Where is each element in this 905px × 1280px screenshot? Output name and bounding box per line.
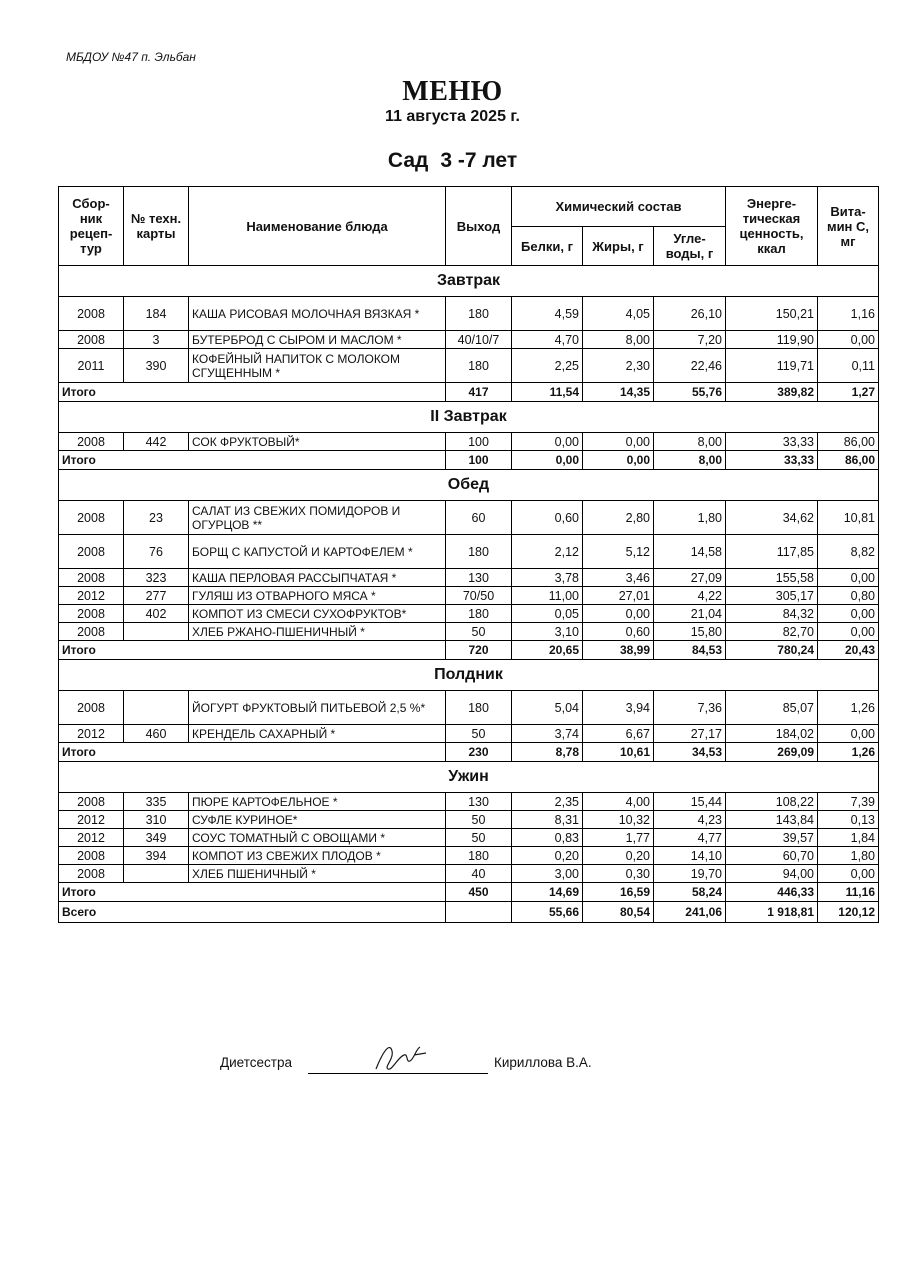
table-row bbox=[59, 691, 879, 725]
menu-table bbox=[58, 186, 879, 923]
dish-name-cell: СУФЛЕ КУРИНОЕ* bbox=[189, 811, 446, 829]
vitamin-cell: 0,80 bbox=[818, 587, 879, 605]
carbs-cell: 15,80 bbox=[654, 623, 726, 641]
fat-cell: 4,00 bbox=[583, 793, 654, 811]
collection-cell: 2008 bbox=[59, 623, 124, 641]
section-title: Полдник bbox=[59, 660, 879, 691]
table-row bbox=[59, 623, 879, 641]
card-cell: 3 bbox=[124, 331, 189, 349]
col-header-dish: Наименование блюда bbox=[189, 187, 446, 266]
collection-cell: 2008 bbox=[59, 847, 124, 865]
carbs-cell: 4,23 bbox=[654, 811, 726, 829]
handwritten-signature bbox=[370, 1039, 430, 1079]
total-v: 86,00 bbox=[818, 451, 879, 470]
protein-cell: 0,60 bbox=[512, 501, 583, 535]
output-cell: 50 bbox=[446, 829, 512, 847]
energy-cell: 34,62 bbox=[726, 501, 818, 535]
energy-cell: 143,84 bbox=[726, 811, 818, 829]
menu-date: 11 августа 2025 г. bbox=[385, 108, 520, 125]
total-label: Итого bbox=[59, 641, 446, 660]
section-header-row bbox=[59, 402, 879, 433]
total-e: 780,24 bbox=[726, 641, 818, 660]
carbs-cell: 1,80 bbox=[654, 501, 726, 535]
dish-name-cell: КАША РИСОВАЯ МОЛОЧНАЯ ВЯЗКАЯ * bbox=[189, 297, 446, 331]
protein-cell: 5,04 bbox=[512, 691, 583, 725]
total-u: 58,24 bbox=[654, 883, 726, 902]
output-cell: 180 bbox=[446, 847, 512, 865]
energy-cell: 119,71 bbox=[726, 349, 818, 383]
output-cell: 130 bbox=[446, 793, 512, 811]
total-out: 100 bbox=[446, 451, 512, 470]
energy-cell: 184,02 bbox=[726, 725, 818, 743]
energy-cell: 85,07 bbox=[726, 691, 818, 725]
total-b: 20,65 bbox=[512, 641, 583, 660]
dish-name-cell: КАША ПЕРЛОВАЯ РАССЫПЧАТАЯ * bbox=[189, 569, 446, 587]
output-cell: 180 bbox=[446, 297, 512, 331]
card-cell bbox=[124, 623, 189, 641]
dish-name-cell: САЛАТ ИЗ СВЕЖИХ ПОМИДОРОВ И ОГУРЦОВ ** bbox=[189, 501, 446, 535]
vitamin-cell: 1,26 bbox=[818, 691, 879, 725]
card-cell: 184 bbox=[124, 297, 189, 331]
fat-cell: 8,00 bbox=[583, 331, 654, 349]
section-total-row bbox=[59, 451, 879, 470]
collection-cell: 2008 bbox=[59, 865, 124, 883]
table-row bbox=[59, 433, 879, 451]
total-b: 14,69 bbox=[512, 883, 583, 902]
dish-name-cell: ХЛЕБ ПШЕНИЧНЫЙ * bbox=[189, 865, 446, 883]
output-cell: 50 bbox=[446, 725, 512, 743]
collection-cell: 2008 bbox=[59, 331, 124, 349]
carbs-cell: 7,20 bbox=[654, 331, 726, 349]
carbs-cell: 21,04 bbox=[654, 605, 726, 623]
dish-name-cell: КОФЕЙНЫЙ НАПИТОК С МОЛОКОМ СГУЩЕННЫМ * bbox=[189, 349, 446, 383]
group-age: 3 -7 лет bbox=[440, 149, 518, 172]
fat-cell: 0,60 bbox=[583, 623, 654, 641]
grand-total-output bbox=[446, 902, 512, 923]
table-row bbox=[59, 587, 879, 605]
vitamin-cell: 10,81 bbox=[818, 501, 879, 535]
col-header-output: Выход bbox=[446, 187, 512, 266]
protein-cell: 4,70 bbox=[512, 331, 583, 349]
vitamin-cell: 8,82 bbox=[818, 535, 879, 569]
fat-cell: 10,32 bbox=[583, 811, 654, 829]
energy-cell: 150,21 bbox=[726, 297, 818, 331]
fat-cell: 1,77 bbox=[583, 829, 654, 847]
protein-cell: 2,12 bbox=[512, 535, 583, 569]
fat-cell: 2,30 bbox=[583, 349, 654, 383]
protein-cell: 0,83 bbox=[512, 829, 583, 847]
carbs-cell: 14,58 bbox=[654, 535, 726, 569]
total-b: 8,78 bbox=[512, 743, 583, 762]
collection-cell: 2012 bbox=[59, 811, 124, 829]
vitamin-cell: 1,84 bbox=[818, 829, 879, 847]
total-j: 10,61 bbox=[583, 743, 654, 762]
card-cell: 394 bbox=[124, 847, 189, 865]
page-title: МЕНЮ bbox=[402, 76, 503, 107]
vitamin-cell: 0,00 bbox=[818, 569, 879, 587]
fat-cell: 3,46 bbox=[583, 569, 654, 587]
section-total-row bbox=[59, 743, 879, 762]
fat-cell: 0,00 bbox=[583, 433, 654, 451]
protein-cell: 3,10 bbox=[512, 623, 583, 641]
protein-cell: 8,31 bbox=[512, 811, 583, 829]
protein-cell: 11,00 bbox=[512, 587, 583, 605]
grand-total-j: 80,54 bbox=[583, 902, 654, 923]
dish-name-cell: КОМПОТ ИЗ СВЕЖИХ ПЛОДОВ * bbox=[189, 847, 446, 865]
energy-cell: 60,70 bbox=[726, 847, 818, 865]
output-cell: 70/50 bbox=[446, 587, 512, 605]
total-v: 1,27 bbox=[818, 383, 879, 402]
section-header-row bbox=[59, 266, 879, 297]
output-cell: 40/10/7 bbox=[446, 331, 512, 349]
dish-name-cell: ПЮРЕ КАРТОФЕЛЬНОЕ * bbox=[189, 793, 446, 811]
dish-name-cell: СОК ФРУКТОВЫЙ* bbox=[189, 433, 446, 451]
energy-cell: 155,58 bbox=[726, 569, 818, 587]
collection-cell: 2012 bbox=[59, 725, 124, 743]
vitamin-cell: 1,16 bbox=[818, 297, 879, 331]
total-label: Итого bbox=[59, 383, 446, 402]
protein-cell: 3,78 bbox=[512, 569, 583, 587]
carbs-cell: 4,77 bbox=[654, 829, 726, 847]
total-e: 446,33 bbox=[726, 883, 818, 902]
grand-total-u: 241,06 bbox=[654, 902, 726, 923]
table-row bbox=[59, 725, 879, 743]
dish-name-cell: СОУС ТОМАТНЫЙ С ОВОЩАМИ * bbox=[189, 829, 446, 847]
total-e: 389,82 bbox=[726, 383, 818, 402]
output-cell: 180 bbox=[446, 605, 512, 623]
section-header-row bbox=[59, 470, 879, 501]
table-row bbox=[59, 829, 879, 847]
total-v: 1,26 bbox=[818, 743, 879, 762]
vitamin-cell: 0,00 bbox=[818, 605, 879, 623]
total-out: 417 bbox=[446, 383, 512, 402]
dish-name-cell: ГУЛЯШ ИЗ ОТВАРНОГО МЯСА * bbox=[189, 587, 446, 605]
table-row bbox=[59, 569, 879, 587]
fat-cell: 3,94 bbox=[583, 691, 654, 725]
dish-name-cell: ЙОГУРТ ФРУКТОВЫЙ ПИТЬЕВОЙ 2,5 %* bbox=[189, 691, 446, 725]
card-cell: 23 bbox=[124, 501, 189, 535]
total-u: 84,53 bbox=[654, 641, 726, 660]
carbs-cell: 4,22 bbox=[654, 587, 726, 605]
vitamin-cell: 86,00 bbox=[818, 433, 879, 451]
col-header-fat: Жиры, г bbox=[583, 227, 654, 266]
dish-name-cell: БУТЕРБРОД С СЫРОМ И МАСЛОМ * bbox=[189, 331, 446, 349]
dish-name-cell: КРЕНДЕЛЬ САХАРНЫЙ * bbox=[189, 725, 446, 743]
card-cell: 310 bbox=[124, 811, 189, 829]
group-heading bbox=[0, 149, 905, 173]
energy-cell: 119,90 bbox=[726, 331, 818, 349]
total-out: 450 bbox=[446, 883, 512, 902]
total-label: Итого bbox=[59, 743, 446, 762]
energy-cell: 117,85 bbox=[726, 535, 818, 569]
signature-role: Диетсестра bbox=[220, 1055, 292, 1070]
col-header-card: № техн. карты bbox=[124, 187, 189, 266]
vitamin-cell: 0,00 bbox=[818, 331, 879, 349]
protein-cell: 0,20 bbox=[512, 847, 583, 865]
card-cell: 349 bbox=[124, 829, 189, 847]
energy-cell: 33,33 bbox=[726, 433, 818, 451]
card-cell: 323 bbox=[124, 569, 189, 587]
total-out: 720 bbox=[446, 641, 512, 660]
energy-cell: 84,32 bbox=[726, 605, 818, 623]
col-header-energy: Энерге-тическая ценность, ккал bbox=[726, 187, 818, 266]
vitamin-cell: 0,00 bbox=[818, 725, 879, 743]
protein-cell: 4,59 bbox=[512, 297, 583, 331]
collection-cell: 2008 bbox=[59, 535, 124, 569]
collection-cell: 2008 bbox=[59, 501, 124, 535]
total-out: 230 bbox=[446, 743, 512, 762]
menu-body bbox=[59, 266, 879, 923]
table-row bbox=[59, 501, 879, 535]
collection-cell: 2008 bbox=[59, 297, 124, 331]
total-e: 33,33 bbox=[726, 451, 818, 470]
protein-cell: 2,35 bbox=[512, 793, 583, 811]
dish-name-cell: КОМПОТ ИЗ СМЕСИ СУХОФРУКТОВ* bbox=[189, 605, 446, 623]
card-cell: 390 bbox=[124, 349, 189, 383]
collection-cell: 2012 bbox=[59, 587, 124, 605]
output-cell: 100 bbox=[446, 433, 512, 451]
table-row bbox=[59, 349, 879, 383]
card-cell: 460 bbox=[124, 725, 189, 743]
total-j: 14,35 bbox=[583, 383, 654, 402]
section-header-row bbox=[59, 762, 879, 793]
fat-cell: 5,12 bbox=[583, 535, 654, 569]
total-j: 16,59 bbox=[583, 883, 654, 902]
vitamin-cell: 0,00 bbox=[818, 623, 879, 641]
group-name: Сад bbox=[387, 149, 429, 172]
col-header-carbs: Угле-воды, г bbox=[654, 227, 726, 266]
total-b: 11,54 bbox=[512, 383, 583, 402]
carbs-cell: 27,09 bbox=[654, 569, 726, 587]
grand-total-v: 120,12 bbox=[818, 902, 879, 923]
carbs-cell: 27,17 bbox=[654, 725, 726, 743]
carbs-cell: 22,46 bbox=[654, 349, 726, 383]
output-cell: 180 bbox=[446, 535, 512, 569]
protein-cell: 3,74 bbox=[512, 725, 583, 743]
output-cell: 180 bbox=[446, 691, 512, 725]
fat-cell: 0,20 bbox=[583, 847, 654, 865]
grand-total-row bbox=[59, 902, 879, 923]
grand-total-label: Всего bbox=[59, 902, 446, 923]
output-cell: 60 bbox=[446, 501, 512, 535]
vitamin-cell: 0,13 bbox=[818, 811, 879, 829]
output-cell: 50 bbox=[446, 811, 512, 829]
collection-cell: 2008 bbox=[59, 793, 124, 811]
grand-total-b: 55,66 bbox=[512, 902, 583, 923]
fat-cell: 6,67 bbox=[583, 725, 654, 743]
energy-cell: 39,57 bbox=[726, 829, 818, 847]
fat-cell: 0,30 bbox=[583, 865, 654, 883]
vitamin-cell: 0,11 bbox=[818, 349, 879, 383]
fat-cell: 0,00 bbox=[583, 605, 654, 623]
total-label: Итого bbox=[59, 451, 446, 470]
card-cell: 402 bbox=[124, 605, 189, 623]
fat-cell: 2,80 bbox=[583, 501, 654, 535]
total-label: Итого bbox=[59, 883, 446, 902]
output-cell: 130 bbox=[446, 569, 512, 587]
collection-cell: 2008 bbox=[59, 569, 124, 587]
grand-total-e: 1 918,81 bbox=[726, 902, 818, 923]
section-total-row bbox=[59, 383, 879, 402]
carbs-cell: 19,70 bbox=[654, 865, 726, 883]
total-e: 269,09 bbox=[726, 743, 818, 762]
organization-name: МБДОУ №47 п. Эльбан bbox=[66, 50, 196, 64]
total-j: 38,99 bbox=[583, 641, 654, 660]
section-title: Ужин bbox=[59, 762, 879, 793]
section-title: Завтрак bbox=[59, 266, 879, 297]
card-cell bbox=[124, 691, 189, 725]
vitamin-cell: 0,00 bbox=[818, 865, 879, 883]
collection-cell: 2008 bbox=[59, 433, 124, 451]
table-row bbox=[59, 847, 879, 865]
fat-cell: 27,01 bbox=[583, 587, 654, 605]
section-title: Обед bbox=[59, 470, 879, 501]
total-j: 0,00 bbox=[583, 451, 654, 470]
table-row bbox=[59, 811, 879, 829]
section-title: II Завтрак bbox=[59, 402, 879, 433]
card-cell: 335 bbox=[124, 793, 189, 811]
protein-cell: 0,00 bbox=[512, 433, 583, 451]
col-header-vitamin: Вита-мин С, мг bbox=[818, 187, 879, 266]
card-cell bbox=[124, 865, 189, 883]
table-row bbox=[59, 331, 879, 349]
total-b: 0,00 bbox=[512, 451, 583, 470]
carbs-cell: 8,00 bbox=[654, 433, 726, 451]
col-header-collection: Сбор-ник рецеп-тур bbox=[59, 187, 124, 266]
carbs-cell: 7,36 bbox=[654, 691, 726, 725]
protein-cell: 0,05 bbox=[512, 605, 583, 623]
col-header-chem: Химический состав bbox=[512, 187, 726, 227]
energy-cell: 305,17 bbox=[726, 587, 818, 605]
section-total-row bbox=[59, 641, 879, 660]
section-header-row bbox=[59, 660, 879, 691]
total-u: 8,00 bbox=[654, 451, 726, 470]
protein-cell: 2,25 bbox=[512, 349, 583, 383]
output-cell: 40 bbox=[446, 865, 512, 883]
energy-cell: 94,00 bbox=[726, 865, 818, 883]
energy-cell: 108,22 bbox=[726, 793, 818, 811]
table-row bbox=[59, 297, 879, 331]
total-v: 20,43 bbox=[818, 641, 879, 660]
carbs-cell: 26,10 bbox=[654, 297, 726, 331]
table-row bbox=[59, 865, 879, 883]
output-cell: 50 bbox=[446, 623, 512, 641]
card-cell: 442 bbox=[124, 433, 189, 451]
card-cell: 76 bbox=[124, 535, 189, 569]
energy-cell: 82,70 bbox=[726, 623, 818, 641]
card-cell: 277 bbox=[124, 587, 189, 605]
total-v: 11,16 bbox=[818, 883, 879, 902]
collection-cell: 2011 bbox=[59, 349, 124, 383]
table-row bbox=[59, 535, 879, 569]
fat-cell: 4,05 bbox=[583, 297, 654, 331]
table-row bbox=[59, 793, 879, 811]
signature-name: Кириллова В.А. bbox=[494, 1055, 592, 1070]
carbs-cell: 15,44 bbox=[654, 793, 726, 811]
collection-cell: 2012 bbox=[59, 829, 124, 847]
total-u: 55,76 bbox=[654, 383, 726, 402]
dish-name-cell: БОРЩ С КАПУСТОЙ И КАРТОФЕЛЕМ * bbox=[189, 535, 446, 569]
output-cell: 180 bbox=[446, 349, 512, 383]
vitamin-cell: 7,39 bbox=[818, 793, 879, 811]
vitamin-cell: 1,80 bbox=[818, 847, 879, 865]
collection-cell: 2008 bbox=[59, 605, 124, 623]
section-total-row bbox=[59, 883, 879, 902]
collection-cell: 2008 bbox=[59, 691, 124, 725]
col-header-protein: Белки, г bbox=[512, 227, 583, 266]
table-row bbox=[59, 605, 879, 623]
protein-cell: 3,00 bbox=[512, 865, 583, 883]
carbs-cell: 14,10 bbox=[654, 847, 726, 865]
dish-name-cell: ХЛЕБ РЖАНО-ПШЕНИЧНЫЙ * bbox=[189, 623, 446, 641]
total-u: 34,53 bbox=[654, 743, 726, 762]
